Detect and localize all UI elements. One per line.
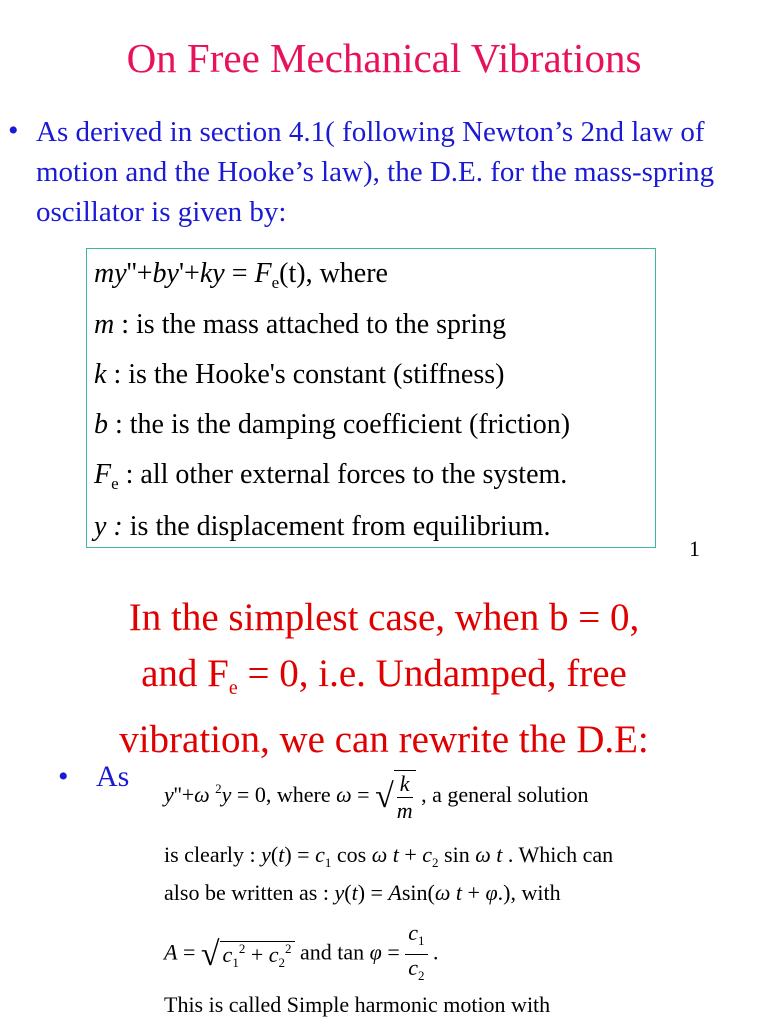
simplest-case-line-3: vibration, we can rewrite the D.E: — [119, 718, 649, 761]
simple-harmonic-motion-text: This is called Simple harmonic motion with — [164, 992, 551, 1017]
page-title: On Free Mechanical Vibrations — [126, 35, 642, 81]
definition-external-force: $F_e$ : all other external forces to the system. — [94, 459, 568, 493]
intro-paragraph: As derived in section 4.1( following Newton’s 2nd law of motion and the Hooke’s law), the D.E. for the mass-spring oscillator is given by: — [36, 116, 715, 228]
general-solution: is clearly : $y(t) = c_1$ cos ω $t + c_2$ sin ω t . Which can — [164, 842, 614, 870]
page-number: 1 — [689, 536, 700, 561]
definition-displacement: y : is the displacement from equilibrium. — [94, 511, 551, 542]
definition-stiffness: k : is the Hooke's constant (stiffness) — [94, 359, 505, 390]
definition-box — [86, 248, 656, 548]
definition-mass: m : is the mass attached to the spring — [94, 309, 507, 340]
bullet-dot-2: • — [58, 760, 69, 793]
amplitude-phase-form: also be written as : y(t) = Asin(ω t + φ.), with — [164, 880, 561, 905]
simplest-case-line-1: In the simplest case, when b = 0, — [128, 596, 640, 639]
bullet-dot-1: • — [8, 114, 19, 147]
definition-damping: b : the is the damping coefficient (friction) — [94, 409, 571, 440]
harmonic-equation: y''+ω $^2$y = 0, where ω = √ $\frac{k}{m}$ , a general solution — [164, 771, 589, 823]
simplest-case-line-2: and $F_e = 0$, i.e. Undamped, free — [141, 652, 627, 699]
amplitude-and-phase: A = √ $c_1^2 + c_2^2$ and tan φ = $\frac{c_1}{c_2}$ . — [164, 920, 439, 983]
as-label: As — [96, 760, 130, 793]
de-equation: $my''+by'+ky = F_e(t)$, where — [94, 258, 388, 292]
